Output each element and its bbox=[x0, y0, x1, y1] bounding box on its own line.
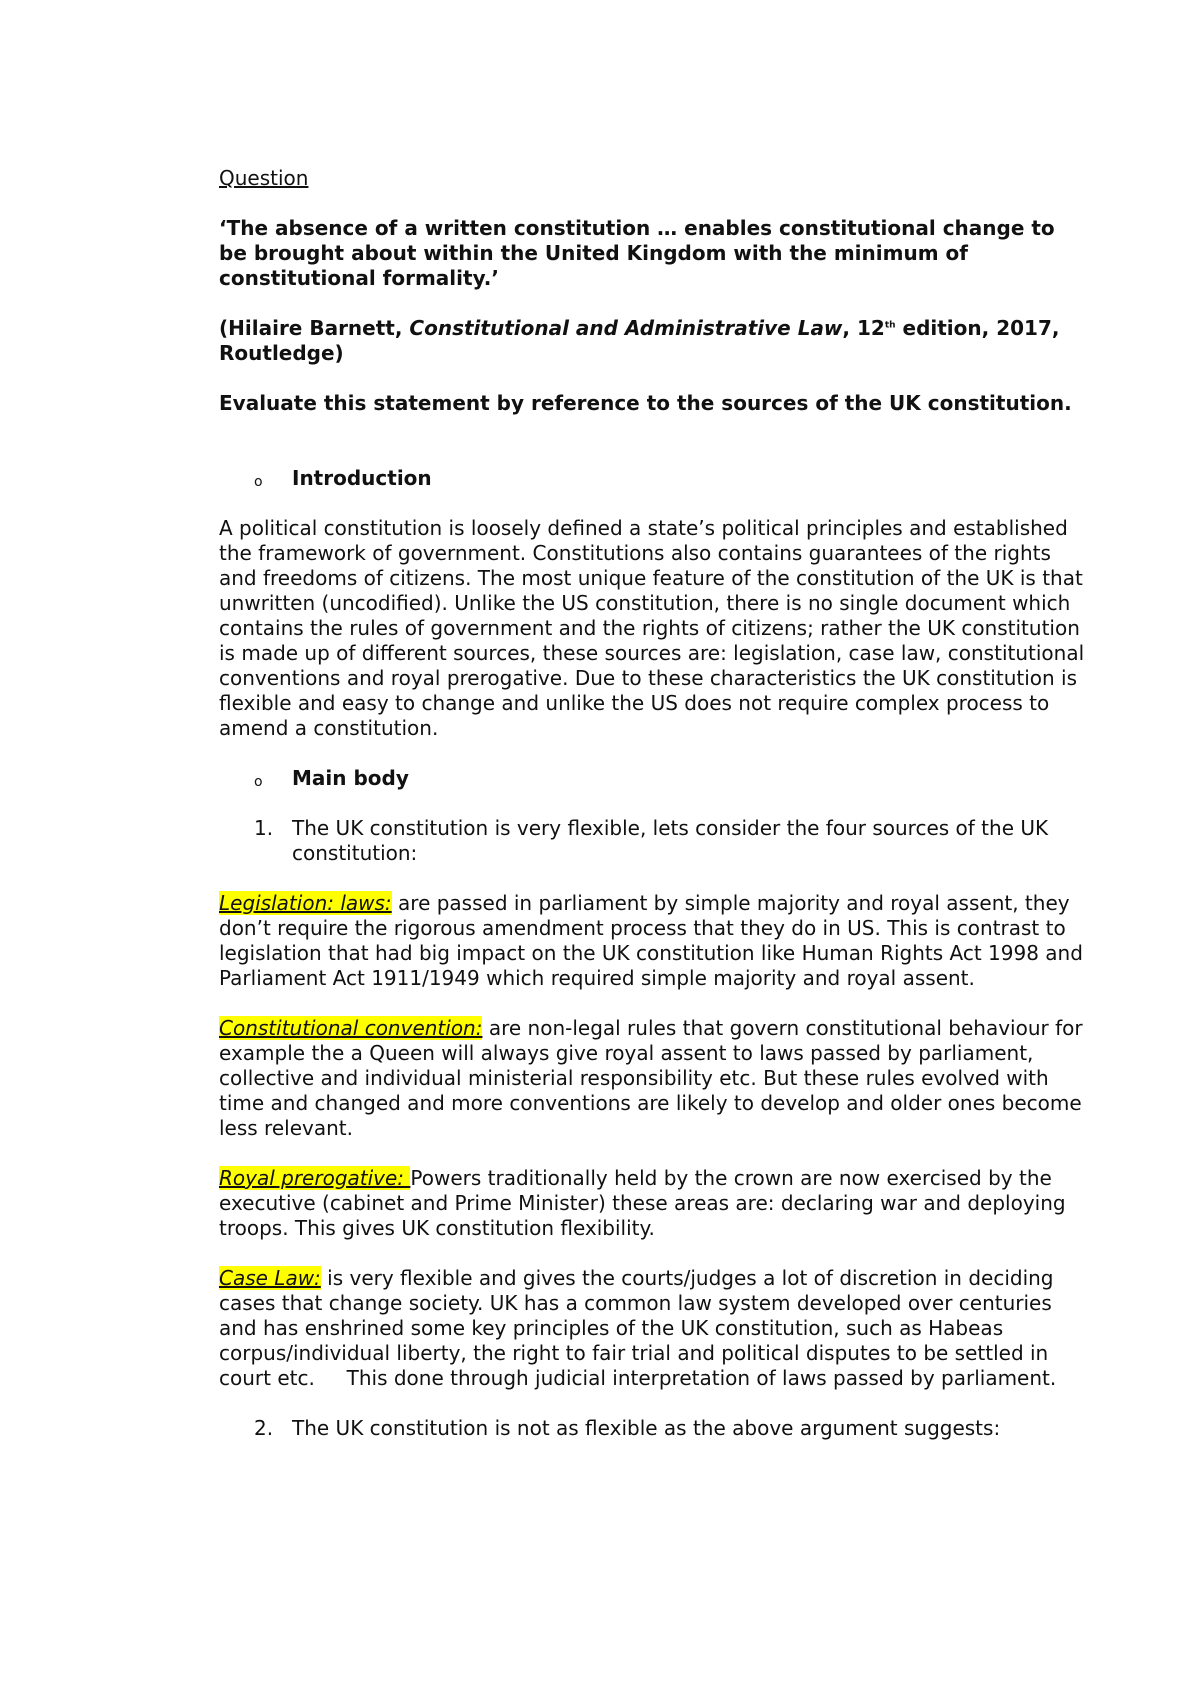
source-case-law bbox=[219, 1266, 1089, 1391]
source-text: are passed in parliament by simple majority and royal assent, they don’t require the rigorous amendment process that they do in US. This is contrast to legislation that had big impact on the UK constitution like Human Rights Act 1998 and Parliament Act 1911/1949 which required simple majority and royal assent. bbox=[219, 891, 1083, 990]
source-term: Case Law: bbox=[219, 1266, 321, 1290]
source-convention bbox=[219, 1016, 1089, 1141]
question-quote: ‘The absence of a written constitution … enables constitutional change to be brought about within the United Kingdom with the minimum of constitutional formality.’ bbox=[219, 216, 1055, 290]
source-term: Legislation: laws: bbox=[219, 891, 392, 915]
source-text: Powers traditionally held by the crown are now exercised by the executive (cabinet and Prime Minister) these areas are: declaring war and deploying troops. This gives UK constitution flexibility. bbox=[219, 1166, 1066, 1240]
spacer bbox=[219, 441, 1089, 466]
numbered-point-1 bbox=[219, 816, 1089, 866]
source-term: Constitutional convention: bbox=[219, 1016, 483, 1040]
source-text: is very flexible and gives the courts/judges a lot of discretion in deciding cases that change society. UK has a common law system developed over centuries and has enshrined some key principles of the UK constitution, such as Habeas corpus/individual liberty, the right to fair trial and political disputes to be settled in court etc. This done through judicial interpretation of laws passed by parliament. bbox=[219, 1266, 1060, 1390]
bullet-icon: o bbox=[254, 774, 263, 790]
source-term: Royal prerogative: bbox=[219, 1166, 411, 1190]
bullet-icon: o bbox=[254, 474, 263, 490]
citation-open: (Hilaire Barnett, bbox=[219, 316, 410, 340]
citation-book-title: Constitutional and Administrative Law bbox=[409, 316, 843, 340]
source-royal-prerogative bbox=[219, 1166, 1089, 1241]
introduction-paragraph: A political constitution is loosely defined a state’s political principles and established the framework of government. Constitutions also contains guarantees of the rights and freedoms of citizens. The most unique feature of the constitution of the UK is that unwritten (uncodified). Unlike the US constitution, there is no single document which contains the rules of government and the rights of citizens; rather the UK constitution is made up of different sources, these sources are: legislation, case law, constitutional conventions and royal prerogative. Due to these characteristics the UK constitution is flexible and easy to change and unlike the US does not require complex process to amend a constitution. bbox=[219, 516, 1085, 740]
question-heading: Question bbox=[219, 166, 309, 190]
point-number: 1. bbox=[254, 816, 274, 840]
question-citation bbox=[219, 316, 1089, 366]
citation-edition-number: , 12 bbox=[842, 316, 885, 340]
source-legislation bbox=[219, 891, 1089, 991]
main-body-heading bbox=[219, 766, 1089, 791]
introduction-heading-label: Introduction bbox=[292, 466, 432, 490]
question-task: Evaluate this statement by reference to the sources of the UK constitution. bbox=[219, 391, 1072, 415]
point-text: The UK constitution is very flexible, lets consider the four sources of the UK constitution: bbox=[292, 816, 1049, 865]
source-text: are non-legal rules that govern constitutional behaviour for example the a Queen will always give royal assent to laws passed by parliament, collective and individual ministerial responsibility etc. But these rules evolved with time and changed and more conventions are likely to develop and older ones become less relevant. bbox=[219, 1016, 1083, 1140]
point-number: 2. bbox=[254, 1416, 274, 1440]
introduction-heading bbox=[219, 466, 1089, 491]
citation-close: edition, 2017, Routledge) bbox=[219, 316, 1060, 365]
citation-edition-suffix: th bbox=[884, 320, 896, 331]
document-page bbox=[219, 166, 1089, 1466]
point-text: The UK constitution is not as flexible as the above argument suggests: bbox=[292, 1416, 1001, 1440]
main-body-heading-label: Main body bbox=[292, 766, 409, 790]
numbered-point-2 bbox=[219, 1416, 1089, 1441]
